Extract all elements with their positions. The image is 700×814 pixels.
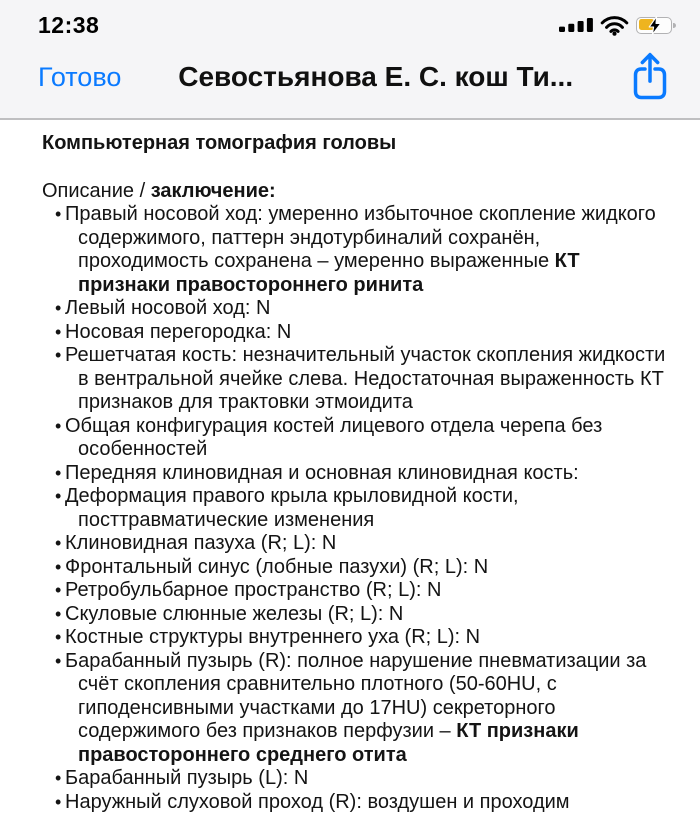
list-item: [42, 767, 666, 791]
list-item: [42, 203, 666, 297]
bullet-icon: •: [55, 297, 61, 321]
text: Барабанный пузырь (R): полное нарушение пневматизации за счёт скопления сравнительно плотного (50-60HU, с гиподенсивными участками до 17HU) секреторного содержимого без признаков перфузии –: [65, 650, 646, 743]
bullet-icon: •: [55, 415, 61, 439]
text: Ретробульбарное пространство (R; L): N: [65, 579, 441, 601]
list-item: [42, 791, 666, 814]
list-item: [42, 415, 666, 462]
navigation-bar: [0, 42, 700, 116]
charging-bolt-icon: [648, 16, 662, 35]
list-item: [42, 344, 666, 415]
finding-text: [65, 485, 519, 531]
document-heading: Компьютерная томография головы: [42, 132, 666, 156]
header-chrome: [0, 0, 700, 120]
list-item: [42, 462, 666, 486]
text: Деформация правого крыла крыловидной кости, посттравматические изменения: [65, 485, 519, 531]
finding-text: [65, 767, 308, 789]
list-item: [42, 579, 666, 603]
status-time: 12:38: [38, 12, 99, 39]
document-content: [0, 120, 700, 814]
list-item: [42, 321, 666, 345]
list-item: [42, 650, 666, 768]
bullet-icon: •: [55, 344, 61, 368]
finding-text: [65, 532, 336, 554]
text: Левый носовой ход: N: [65, 297, 270, 319]
list-item: [42, 532, 666, 556]
bullet-icon: •: [55, 626, 61, 650]
bold-text: КТ признаки правостороннего ринита: [78, 250, 580, 296]
finding-text: [65, 297, 270, 319]
finding-text: [65, 321, 291, 343]
bullet-icon: •: [55, 532, 61, 556]
text: Фронтальный синус (лобные пазухи) (R; L): N: [65, 556, 488, 578]
finding-text: [65, 579, 441, 601]
text: Правый носовой ход: умеренно избыточное скопление жидкого содержимого, паттерн эндотурбиналий сохранён, проходимость сохранена – умеренно выраженные: [65, 203, 656, 272]
done-button[interactable]: Готово: [38, 62, 121, 93]
text: Клиновидная пазуха (R; L): N: [65, 532, 336, 554]
list-item: [42, 297, 666, 321]
text: Наружный слуховой проход (R): воздушен и проходим: [65, 791, 570, 813]
text: Скуловые слюнные железы (R; L): N: [65, 603, 403, 625]
finding-text: [65, 203, 656, 296]
bullet-icon: •: [55, 579, 61, 603]
finding-text: [65, 626, 480, 648]
bullet-icon: •: [55, 462, 61, 486]
bullet-icon: •: [55, 203, 61, 227]
text: Барабанный пузырь (L): N: [65, 767, 308, 789]
finding-text: [65, 344, 665, 413]
finding-text: [65, 462, 579, 484]
finding-text: [65, 650, 646, 766]
wifi-icon: [600, 15, 629, 36]
share-button[interactable]: [630, 52, 670, 102]
list-item: [42, 556, 666, 580]
bullet-icon: •: [55, 556, 61, 580]
text: Решетчатая кость: незначительный участок скопления жидкости в вентральной ячейке слева. Недостаточная выраженность КТ признаков для трактовки этмоидита: [65, 344, 665, 413]
document-title: Севостьянова Е. С. кош Ти...: [121, 61, 630, 93]
text: Общая конфигурация костей лицевого отдела черепа без особенностей: [65, 415, 602, 461]
finding-text: [65, 603, 403, 625]
finding-text: [65, 556, 488, 578]
finding-text: [65, 415, 602, 461]
text: Передняя клиновидная и основная клиновидная кость:: [65, 462, 579, 484]
bullet-icon: •: [55, 321, 61, 345]
bullet-icon: •: [55, 767, 61, 791]
text: Костные структуры внутреннего уха (R; L): N: [65, 626, 480, 648]
bold-text: КТ признаки правостороннего среднего отита: [78, 720, 579, 766]
bullet-icon: •: [55, 485, 61, 509]
text: Описание /: [42, 180, 151, 202]
battery-charging-icon: [636, 16, 678, 34]
battery-tip: [673, 23, 676, 29]
text: Носовая перегородка: N: [65, 321, 291, 343]
status-icons: [559, 15, 678, 36]
bullet-icon: •: [55, 650, 61, 674]
list-item: [42, 603, 666, 627]
list-item: [42, 485, 666, 532]
findings-list: [42, 203, 666, 814]
share-icon: [630, 52, 670, 102]
list-item: [42, 626, 666, 650]
bullet-icon: •: [55, 791, 61, 814]
status-bar: [0, 0, 700, 42]
description-label: [42, 180, 666, 204]
bold-text: заключение:: [151, 180, 276, 202]
bullet-icon: •: [55, 603, 61, 627]
cellular-signal-icon: [559, 18, 593, 32]
